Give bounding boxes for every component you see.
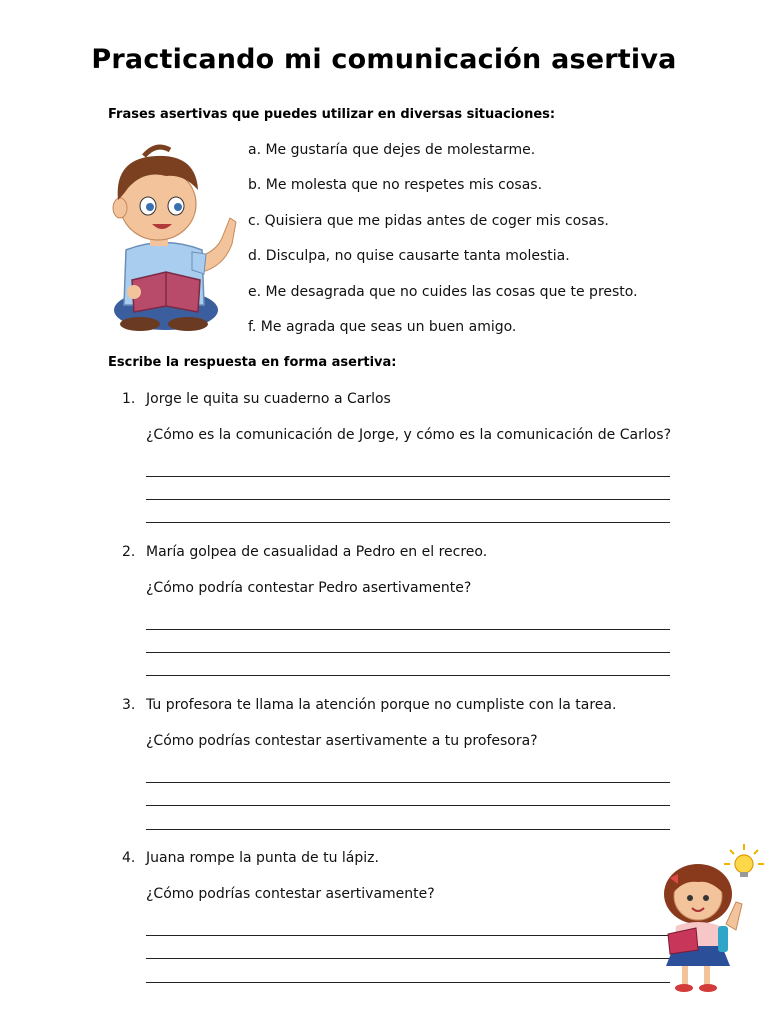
phrase-e: e. Me desagrada que no cuides las cosas que te presto. (248, 284, 638, 300)
girl-idea-illustration (652, 842, 768, 996)
question-text: Juana rompe la punta de tu lápiz. (146, 850, 379, 866)
answer-line[interactable] (146, 958, 670, 959)
question-prompt: ¿Cómo podrías contestar asertivamente a tu profesora? (146, 733, 538, 749)
question-text: María golpea de casualidad a Pedro en el recreo. (146, 544, 488, 560)
question-prompt: ¿Cómo es la comunicación de Jorge, y cómo es la comunicación de Carlos? (146, 427, 671, 443)
lightbulb-icon (724, 844, 764, 877)
phrases-heading: Frases asertivas que puedes utilizar en diversas situaciones: (108, 107, 556, 122)
responses-heading: Escribe la respuesta en forma asertiva: (108, 355, 397, 370)
question-text: Jorge le quita su cuaderno a Carlos (146, 391, 391, 407)
answer-line[interactable] (146, 982, 670, 983)
phrase-c: c. Quisiera que me pidas antes de coger mis cosas. (248, 213, 609, 229)
question-number: 4. (122, 850, 136, 866)
answer-line[interactable] (146, 652, 670, 653)
question-text: Tu profesora te llama la atención porque no cumpliste con la tarea. (146, 697, 617, 713)
answer-line[interactable] (146, 782, 670, 783)
answer-line[interactable] (146, 675, 670, 676)
answer-line[interactable] (146, 829, 670, 830)
answer-line[interactable] (146, 629, 670, 630)
answer-line[interactable] (146, 522, 670, 523)
phrase-f: f. Me agrada que seas un buen amigo. (248, 319, 517, 335)
question-number: 1. (122, 391, 136, 407)
phrase-b: b. Me molesta que no respetes mis cosas. (248, 177, 543, 193)
boy-reading-illustration (104, 140, 242, 336)
question-prompt: ¿Cómo podrías contestar asertivamente? (146, 886, 435, 902)
answer-line[interactable] (146, 476, 670, 477)
answer-line[interactable] (146, 805, 670, 806)
answer-line[interactable] (146, 935, 670, 936)
page-title: Practicando mi comunicación asertiva (91, 44, 677, 75)
question-number: 2. (122, 544, 136, 560)
phrase-d: d. Disculpa, no quise causarte tanta molestia. (248, 248, 570, 264)
phrase-a: a. Me gustaría que dejes de molestarme. (248, 142, 536, 158)
question-number: 3. (122, 697, 136, 713)
question-prompt: ¿Cómo podría contestar Pedro asertivamente? (146, 580, 472, 596)
answer-line[interactable] (146, 499, 670, 500)
